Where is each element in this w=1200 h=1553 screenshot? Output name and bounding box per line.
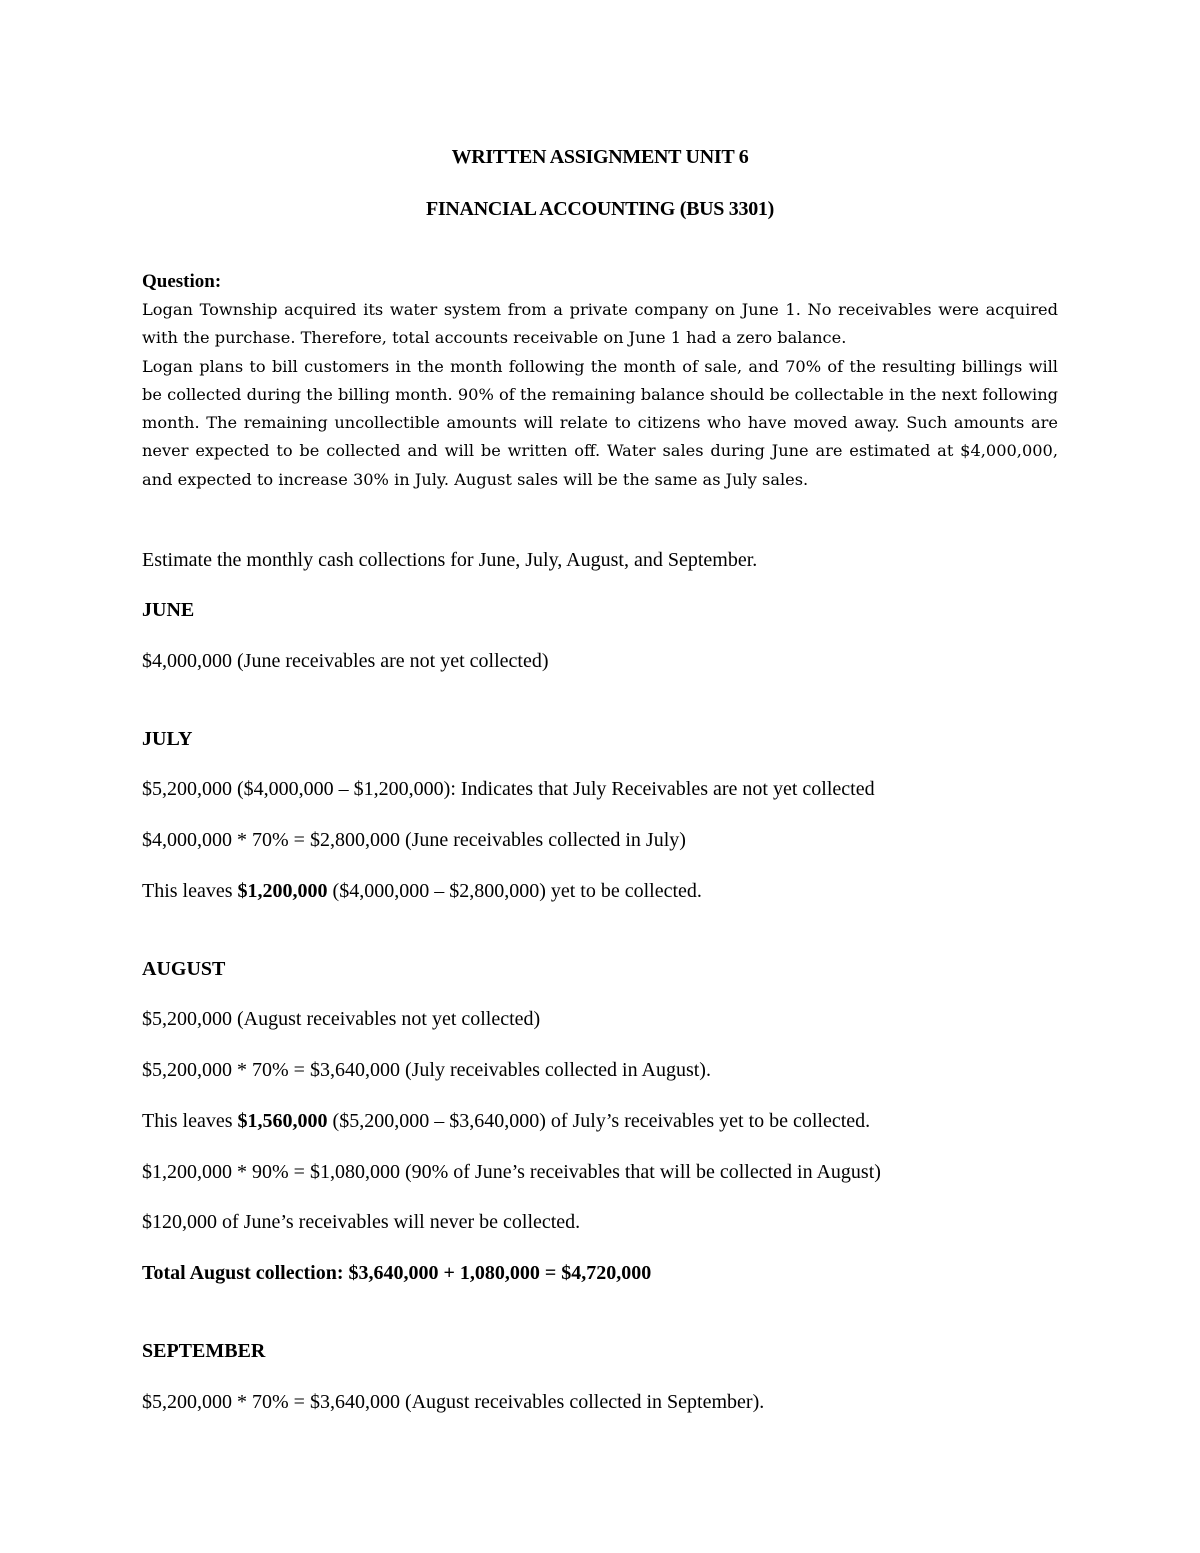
july-line-3-post: ($4,000,000 – $2,800,000) yet to be collected. bbox=[327, 880, 702, 902]
question-label: Question: bbox=[142, 271, 222, 292]
question-paragraph-2: Logan plans to bill customers in the month following the month of sale, and 70% of the resulting billings will be collected during the billing month. 90% of the remaining balance should be collectable in the next following month. The remaining uncollectible amounts will relate to citizens who have moved away. Such amounts are never expected to be collected and will be written off. Water sales during June are estimated at $4,000,000, and expected to increase 30% in July. August sales will be the same as July sales. bbox=[142, 356, 1058, 489]
june-heading: JUNE bbox=[142, 599, 195, 621]
august-line-1: $5,200,000 (August receivables not yet collected) bbox=[142, 1008, 541, 1030]
question-prompt: Estimate the monthly cash collections for June, July, August, and September. bbox=[142, 549, 758, 571]
july-line-2: $4,000,000 * 70% = $2,800,000 (June receivables collected in July) bbox=[142, 829, 686, 851]
august-line-5: $120,000 of June’s receivables will never be collected. bbox=[142, 1211, 581, 1233]
july-line-1: $5,200,000 ($4,000,000 – $1,200,000): Indicates that July Receivables are not yet collected bbox=[142, 778, 875, 800]
document-page bbox=[142, 0, 1058, 1553]
course-title: FINANCIAL ACCOUNTING (BUS 3301) bbox=[426, 198, 774, 220]
question-body bbox=[142, 296, 1058, 494]
september-heading: SEPTEMBER bbox=[142, 1340, 266, 1362]
september-line-1: $5,200,000 * 70% = $3,640,000 (August receivables collected in September). bbox=[142, 1391, 765, 1413]
july-remaining-amount: $1,200,000 bbox=[237, 880, 328, 902]
august-remaining-amount: $1,560,000 bbox=[237, 1110, 328, 1132]
july-line-3 bbox=[142, 879, 702, 903]
august-total: Total August collection: $3,640,000 + 1,080,000 = $4,720,000 bbox=[142, 1262, 652, 1284]
question-paragraph-1: Logan Township acquired its water system from a private company on June 1. No receivables were acquired with the purchase. Therefore, total accounts receivable on June 1 had a zero balance. bbox=[142, 300, 1058, 348]
july-line-3-pre: This leaves bbox=[142, 880, 238, 902]
document-title: WRITTEN ASSIGNMENT UNIT 6 bbox=[451, 146, 749, 168]
august-line-3-post: ($5,200,000 – $3,640,000) of July’s receivables yet to be collected. bbox=[327, 1110, 871, 1132]
june-line-1: $4,000,000 (June receivables are not yet collected) bbox=[142, 650, 549, 672]
august-line-3 bbox=[142, 1109, 870, 1133]
august-line-4: $1,200,000 * 90% = $1,080,000 (90% of June’s receivables that will be collected in August) bbox=[142, 1161, 881, 1183]
august-line-3-pre: This leaves bbox=[142, 1110, 238, 1132]
august-heading: AUGUST bbox=[142, 958, 226, 980]
july-heading: JULY bbox=[142, 728, 193, 750]
august-line-2: $5,200,000 * 70% = $3,640,000 (July receivables collected in August). bbox=[142, 1059, 711, 1081]
